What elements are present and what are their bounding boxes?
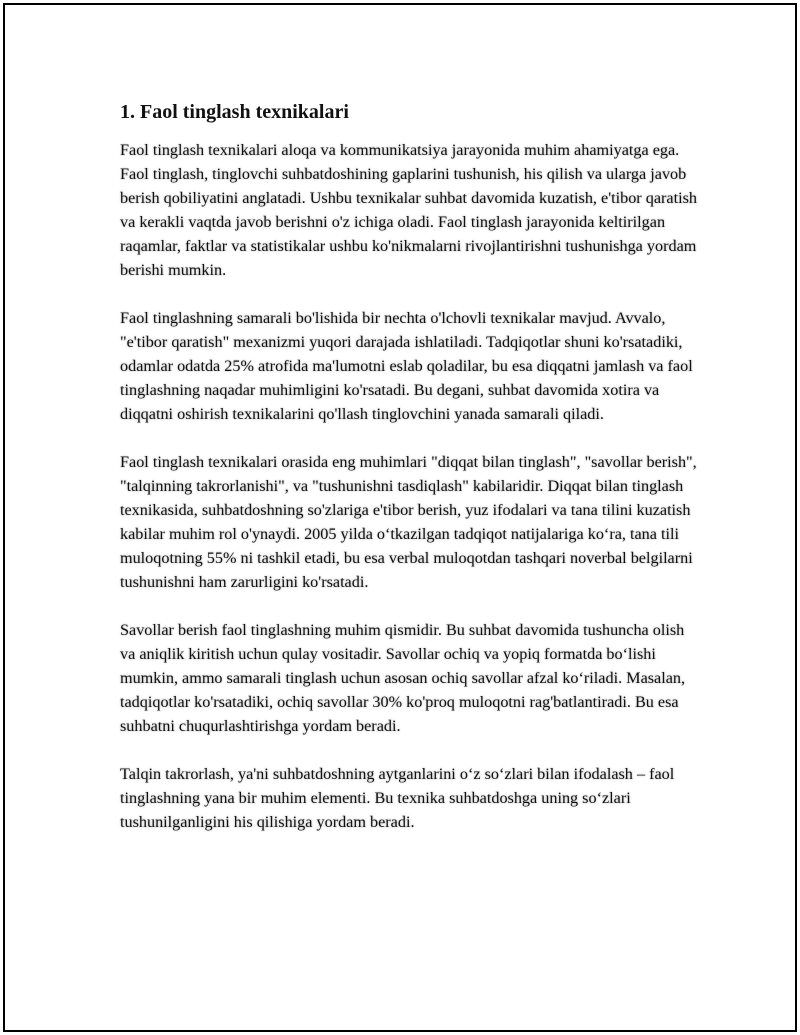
document-page: [3, 3, 797, 1032]
paragraph-4: Savollar berish faol tinglashning muhim qismidir. Bu suhbat davomida tushuncha olish va aniqlik kiritish uchun qulay vositadir. Savollar ochiq va yopiq formatda bo‘lishi mumkin, ammo samarali tinglash uchun asosan ochiq savollar afzal ko‘riladi. Masalan, tadqiqotlar ko'rsatadiki, ochiq savollar 30% ko'proq muloqotni rag'batlantiradi. Bu esa suhbatni chuqurlashtirishga yordam beradi.: [120, 621, 686, 735]
paragraph-1: Faol tinglash texnikalari aloqa va kommunikatsiya jarayonida muhim ahamiyatga ega. Faol tinglash, tinglovchi suhbatdoshining gaplarini tushunish, his qilish va ularga javob berish qobiliyatini anglatadi. Ushbu texnikalar suhbat davomida kuzatish, e'tibor qaratish va kerakli vaqtda javob berishni o'z ichiga oladi. Faol tinglash jarayonida keltirilgan raqamlar, faktlar va statistikalar ushbu ko'nikmalarni rivojlantirishni tushunishga yordam berishi mumkin.: [120, 141, 697, 279]
paragraph-5: Talqin takrorlash, ya'ni suhbatdoshning aytganlarini o‘z so‘zlari bilan ifodalash – faol tinglashning yana bir muhim elementi. Bu texnika suhbatdoshga uning so‘zlari tushunilganligini his qilishiga yordam beradi.: [120, 765, 675, 831]
paragraph-2: Faol tinglashning samarali bo'lishida bir nechta o'lchovli texnikalar mavjud. Avvalo, "e'tibor qaratish" mexanizmi yuqori darajada ishlatiladi. Tadqiqotlar shuni ko'rsatadiki, odamlar odatda 25% atrofida ma'lumotni eslab qoladilar, bu esa diqqatni jamlash va faol tinglashning naqadar muhimligini ko'rsatadi. Bu degani, suhbat davomida xotira va diqqatni oshirish texnikalarini qo'llash tinglovchini yanada samarali qiladi.: [120, 309, 693, 423]
document-body: [120, 98, 700, 858]
paragraph-3: Faol tinglash texnikalari orasida eng muhimlari "diqqat bilan tinglash", "savollar berish", "talqinning takrorlanishi", va "tushunishni tasdiqlash" kabilaridir. Diqqat bilan tinglash texnikasida, suhbatdoshning so'zlariga e'tibor berish, yuz ifodalari va tana tilini kuzatish kabilar muhim rol o'ynaydi. 2005 yilda o‘tkazilgan tadqiqot natijalariga ko‘ra, tana tili muloqotning 55% ni tashkil etadi, bu esa verbal muloqotdan tashqari noverbal belgilarni tushunishni ham zarurligini ko'rsatadi.: [120, 453, 697, 591]
section-heading: 1. Faol tinglash texnikalari: [120, 101, 349, 123]
